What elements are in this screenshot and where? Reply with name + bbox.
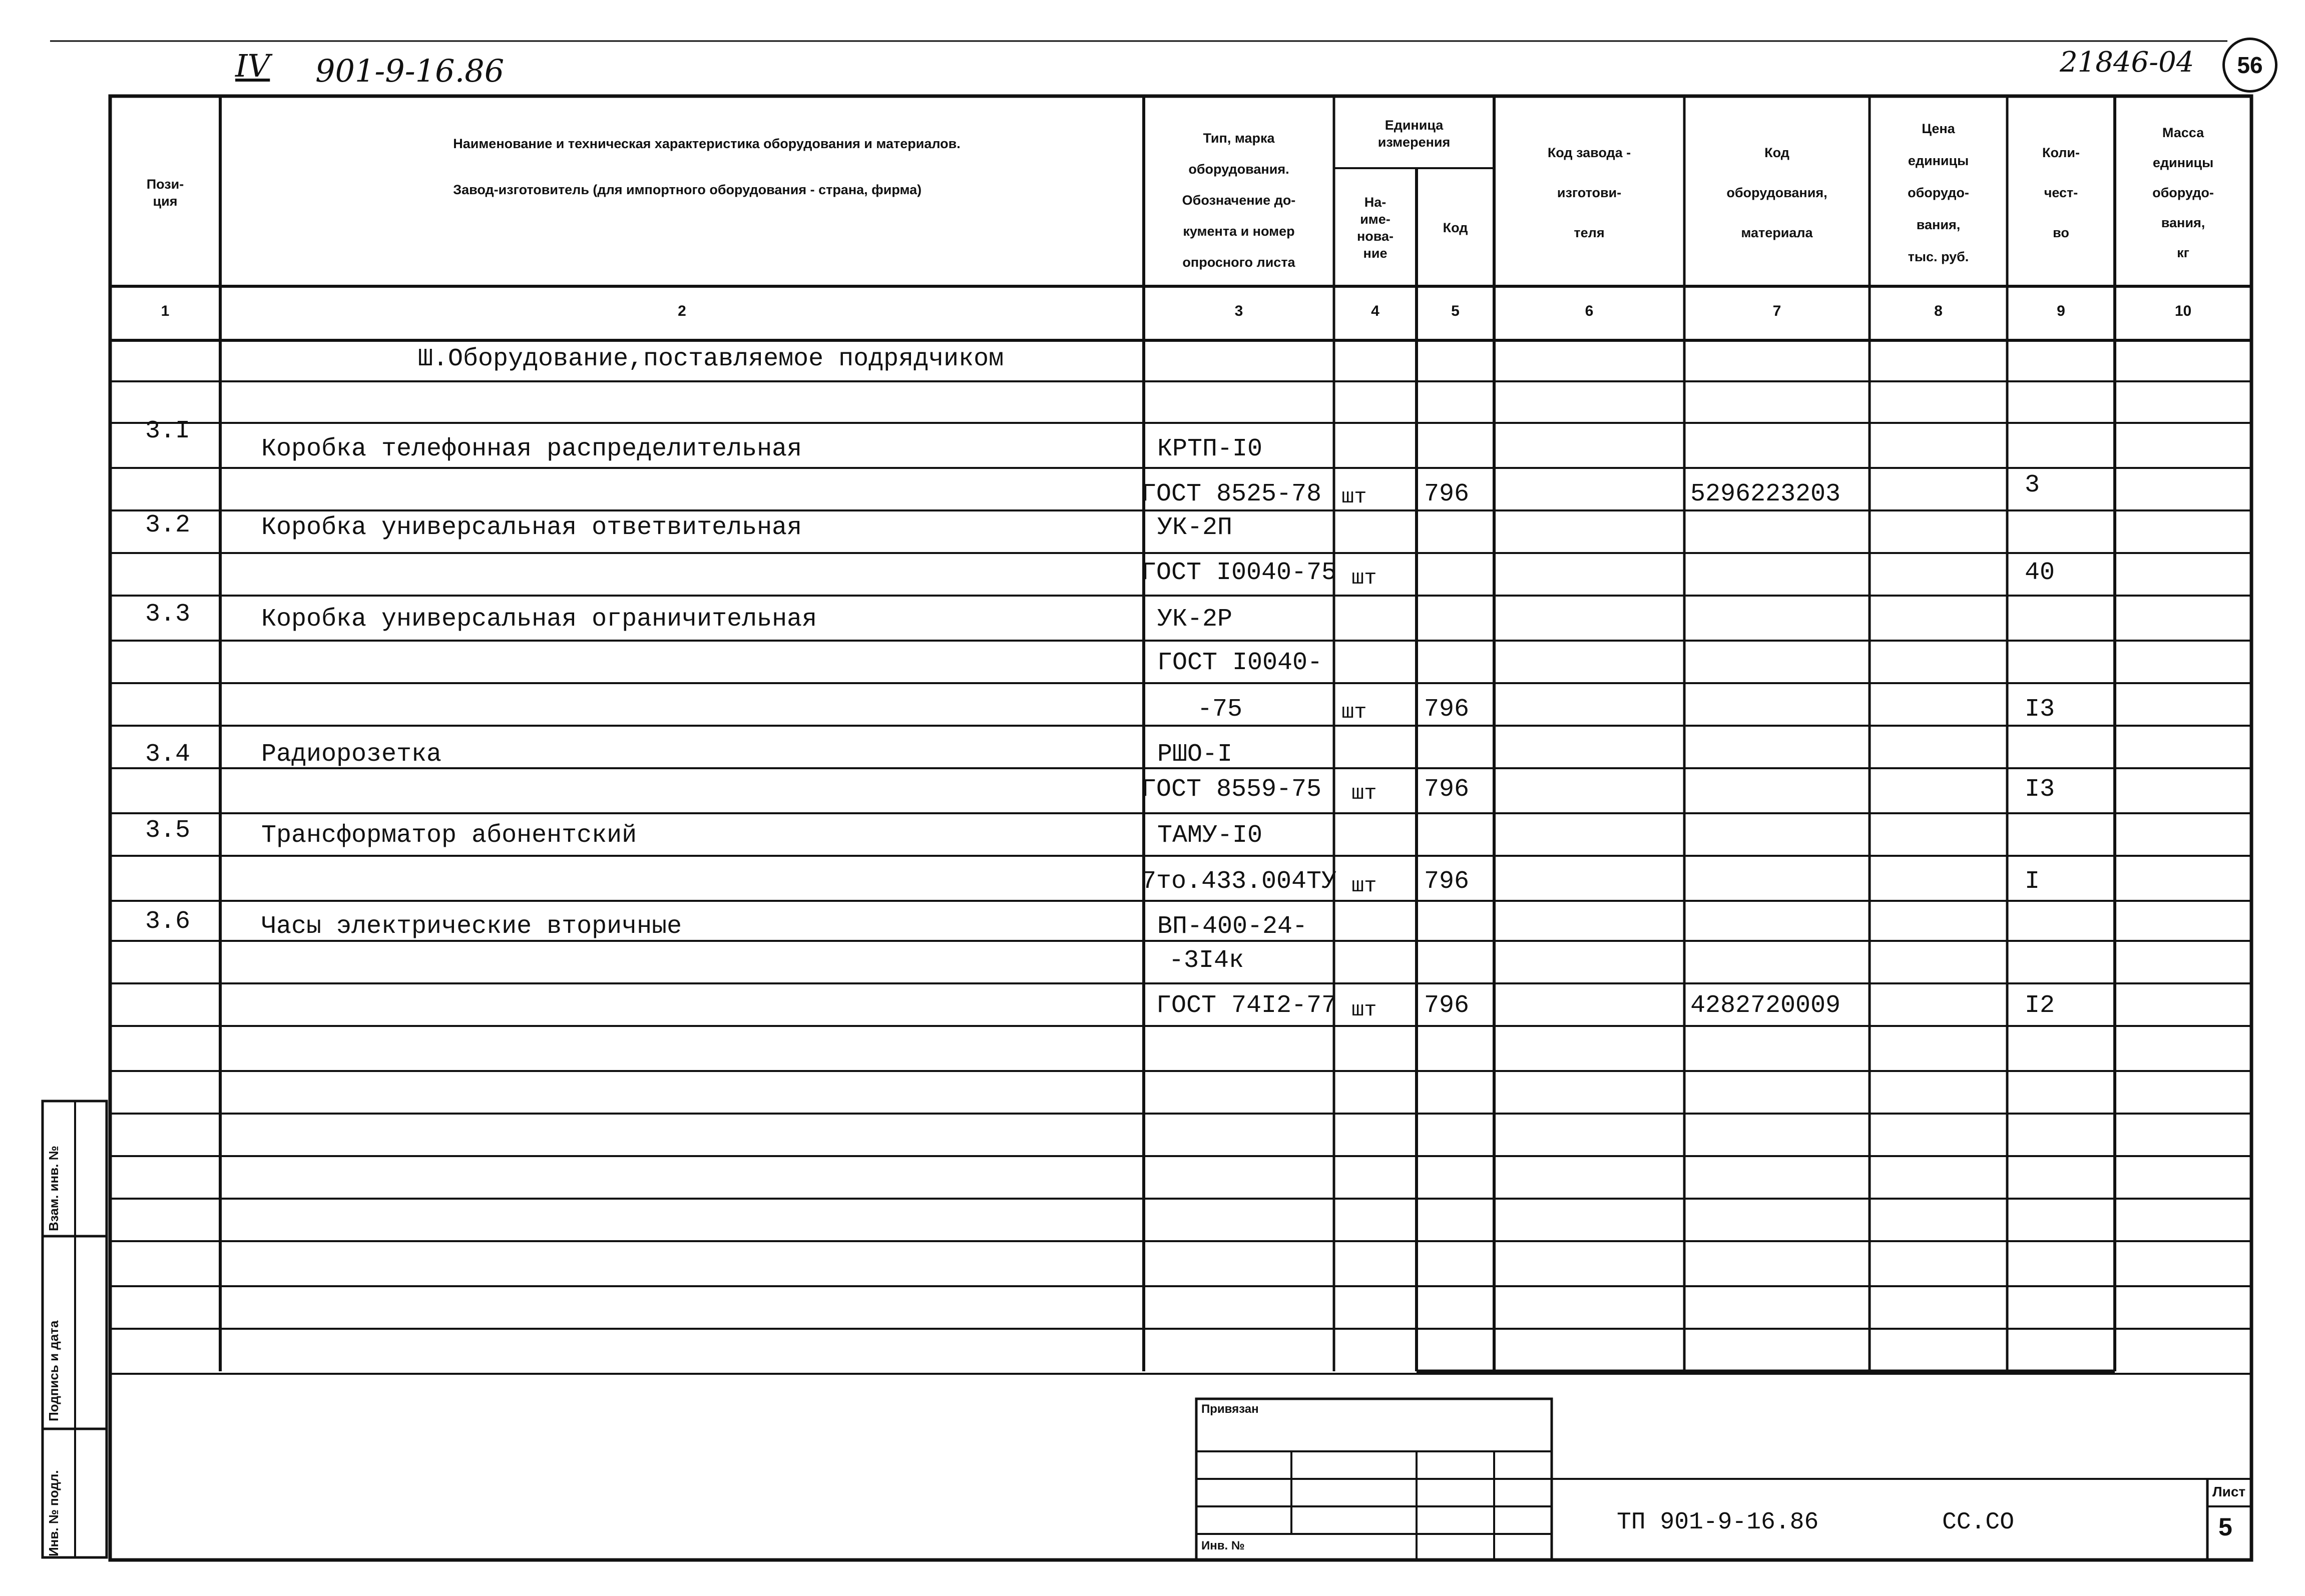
header-price: Цена единицы оборудо- вания, тыс. руб. bbox=[1908, 121, 1969, 264]
row-quantity: 3 bbox=[2025, 471, 2040, 499]
header-unit-code: Код bbox=[1443, 220, 1468, 235]
column-number-6: 6 bbox=[1585, 303, 1594, 319]
row-type: УК-2Р bbox=[1157, 605, 1233, 634]
header-equipment-code: Код оборудования, материала bbox=[1726, 145, 1827, 240]
header-unit-name: На- име- нова- ние bbox=[1356, 195, 1394, 261]
row-position: 3.6 bbox=[145, 907, 191, 936]
header-mass: Масса единицы оборудо- вания, кг bbox=[2152, 125, 2214, 260]
row-position: 3.I bbox=[145, 417, 191, 445]
row-code: 796 bbox=[1424, 480, 1470, 508]
column-number-3: 3 bbox=[1234, 303, 1243, 319]
row-unit: шт bbox=[1341, 485, 1367, 509]
top-roman-numeral: IV bbox=[235, 48, 270, 84]
row-type: ГОСТ 8559-75 bbox=[1141, 775, 1322, 804]
row-unit: шт bbox=[1351, 874, 1377, 898]
row-name: Радиорозетка bbox=[261, 740, 442, 769]
row-equipment-code: 4282720009 bbox=[1690, 991, 1841, 1020]
row-name: Коробка универсальная ответвительная bbox=[261, 513, 802, 542]
row-type: ВП-400-24- bbox=[1157, 912, 1308, 941]
row-type: РШО-I bbox=[1157, 740, 1233, 769]
row-type: ГОСТ 74I2-77 bbox=[1156, 991, 1337, 1020]
row-unit: шт bbox=[1341, 700, 1367, 724]
row-type: УК-2П bbox=[1157, 513, 1233, 542]
header-position: Пози- ция bbox=[146, 177, 184, 209]
stamp-inv-no: Инв. № bbox=[1201, 1539, 1245, 1552]
row-code: 796 bbox=[1424, 695, 1470, 724]
row-code: 796 bbox=[1424, 867, 1470, 896]
row-type: -3I4к bbox=[1169, 946, 1244, 975]
row-type: ГОСТ I0040- bbox=[1157, 649, 1323, 677]
row-unit: шт bbox=[1351, 781, 1377, 805]
row-code: 796 bbox=[1424, 775, 1470, 804]
column-number-5: 5 bbox=[1451, 303, 1460, 319]
header-unit: Единица измерения bbox=[1377, 118, 1451, 150]
header-name: Наименование и техническая характеристика оборудования и материалов. Завод-изготовитель (для импортного оборудования - страна, фирма) bbox=[453, 136, 961, 197]
row-position: 3.4 bbox=[145, 740, 191, 769]
column-number-10: 10 bbox=[2174, 303, 2192, 319]
stamp-privyazan: Привязан bbox=[1201, 1402, 1259, 1416]
row-name: Трансформатор абонентский bbox=[261, 821, 637, 850]
row-name: Коробка телефонная распределительная bbox=[261, 435, 802, 463]
stamp-list-number: 5 bbox=[2218, 1513, 2232, 1541]
row-type: -75 bbox=[1197, 695, 1243, 724]
header-factory-code: Код завода - изготови- теля bbox=[1547, 145, 1631, 240]
header-type: Тип, марка оборудования. Обозначение до- кумента и номер опросного листа bbox=[1182, 131, 1296, 270]
column-number-7: 7 bbox=[1772, 303, 1781, 319]
row-quantity: I3 bbox=[2025, 695, 2055, 724]
top-project-code: 901-9-16.86 bbox=[315, 53, 505, 89]
stamp-list-label: Лист bbox=[2212, 1484, 2246, 1499]
column-number-4: 4 bbox=[1371, 303, 1379, 319]
stamp-mark: СС.СО bbox=[1942, 1509, 2015, 1536]
section-title: Ш.Оборудование,поставляемое подрядчиком bbox=[418, 345, 1004, 373]
column-number-1: 1 bbox=[161, 303, 170, 319]
row-quantity: 40 bbox=[2025, 559, 2055, 587]
row-position: 3.2 bbox=[145, 511, 191, 540]
side-label-vzam: Взам. инв. № bbox=[46, 1146, 61, 1231]
column-number-8: 8 bbox=[1934, 303, 1943, 319]
row-type: ТАМУ-I0 bbox=[1157, 821, 1263, 850]
row-position: 3.5 bbox=[145, 816, 191, 845]
row-unit: шт bbox=[1351, 566, 1377, 590]
row-unit: шт bbox=[1351, 998, 1377, 1022]
row-type: ГОСТ I0040-75 bbox=[1141, 559, 1337, 587]
top-right-code: 21846-04 bbox=[2060, 46, 2194, 79]
row-type: ГОСТ 8525-78 bbox=[1141, 480, 1322, 508]
row-type: КРТП-I0 bbox=[1157, 435, 1263, 463]
row-position: 3.3 bbox=[145, 600, 191, 629]
header-quantity: Коли- чест- во bbox=[2042, 145, 2080, 240]
column-number-2: 2 bbox=[678, 303, 686, 319]
stamp-document-code: ТП 901-9-16.86 bbox=[1617, 1509, 1819, 1536]
row-name: Коробка универсальная ограничительная bbox=[261, 605, 817, 634]
row-code: 796 bbox=[1424, 991, 1470, 1020]
page-circle-number: 56 bbox=[2237, 52, 2263, 78]
row-type: 7то.433.004ТУ bbox=[1141, 867, 1337, 896]
row-quantity: I2 bbox=[2025, 991, 2055, 1020]
row-equipment-code: 5296223203 bbox=[1690, 480, 1841, 508]
row-quantity: I bbox=[2025, 867, 2040, 896]
column-number-9: 9 bbox=[2057, 303, 2065, 319]
row-name: Часы электрические вторичные bbox=[261, 912, 682, 941]
side-label-inv-podl: Инв. № подл. bbox=[46, 1470, 61, 1556]
row-quantity: I3 bbox=[2025, 775, 2055, 804]
side-label-podpis: Подпись и дата bbox=[46, 1320, 61, 1421]
